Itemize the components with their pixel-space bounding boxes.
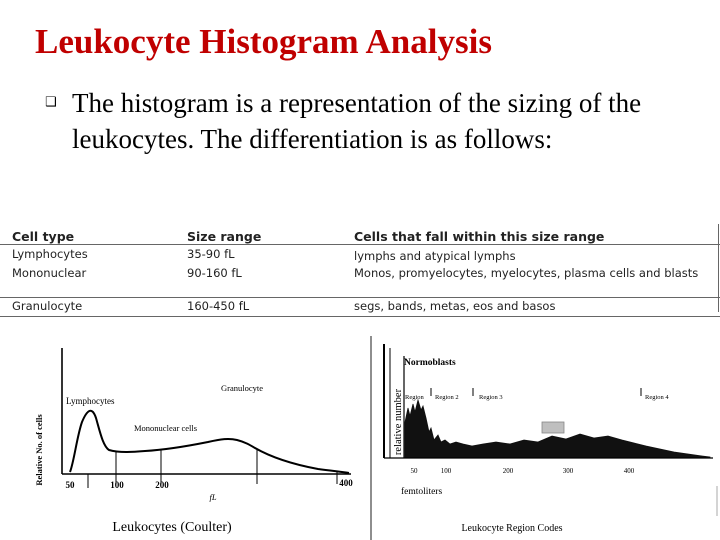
- region-label: Region 2: [435, 394, 459, 401]
- x-tick-label: 400: [623, 467, 635, 475]
- region-highlight-box: [542, 422, 564, 433]
- square-bullet-icon: ❑: [45, 95, 57, 110]
- header-size-range: Size range: [175, 224, 342, 245]
- x-tick-label: 300: [562, 467, 574, 475]
- cells-in-range: Monos, promyelocytes, myelocytes, plasma cells and blasts: [354, 266, 699, 280]
- table-row: [0, 245, 720, 265]
- cell-type: Lymphocytes: [12, 247, 88, 261]
- size-range: 35-90 fL: [187, 247, 235, 261]
- x-tick-label: 50: [65, 480, 75, 490]
- coulter-caption: Leukocytes (Coulter): [112, 520, 232, 535]
- peak-label-lymphocytes: Lymphocytes: [66, 396, 115, 406]
- x-tick-label: 100: [110, 480, 124, 490]
- table-row: [0, 298, 720, 317]
- cells-in-range: segs, bands, metas, eos and basos: [342, 298, 720, 317]
- x-tick-label: 100: [440, 467, 452, 475]
- coulter-histogram-curve: [70, 411, 349, 473]
- x-tick-label: 50: [410, 467, 418, 475]
- peak-label-mononuclear: Mononuclear cells: [134, 423, 198, 433]
- x-tick-label: 200: [155, 480, 169, 490]
- region-ylabel: relative number: [393, 388, 404, 456]
- region-histogram: [368, 336, 720, 540]
- region-xlabel: femtoliters: [401, 487, 443, 497]
- x-tick-label: 400: [339, 478, 353, 488]
- size-range: 160-450 fL: [175, 298, 342, 317]
- bullet-text: The histogram is a representation of the sizing of the leukocytes. The differentiation is as follows:: [72, 88, 642, 154]
- table-header-row: [0, 224, 720, 245]
- region-label: Region 4: [645, 394, 669, 401]
- region-label: Region: [405, 394, 424, 401]
- table-row: [0, 264, 720, 298]
- header-cells-in-range: Cells that fall within this size range: [342, 224, 720, 245]
- table-right-border: [718, 224, 719, 312]
- header-cell-type: Cell type: [0, 224, 175, 245]
- coulter-histogram: [33, 338, 363, 540]
- peak-label-granulocyte: Granulocyte: [221, 383, 264, 393]
- normoblasts-label: Normoblasts: [404, 358, 456, 368]
- cells-in-range: lymphs and atypical lymphs: [354, 249, 516, 263]
- cell-type: Granulocyte: [0, 298, 175, 317]
- x-unit-label: fL: [209, 492, 217, 502]
- region-caption: Leukocyte Region Codes: [461, 523, 563, 534]
- coulter-ylabel: Relative No. of cells: [34, 414, 44, 486]
- cell-type: Mononuclear: [12, 266, 87, 280]
- region-label: Region 3: [479, 394, 503, 401]
- page-title: Leukocyte Histogram Analysis: [35, 22, 492, 61]
- cell-size-table: [0, 224, 720, 317]
- x-tick-label: 200: [502, 467, 514, 475]
- size-range: 90-160 fL: [187, 266, 242, 280]
